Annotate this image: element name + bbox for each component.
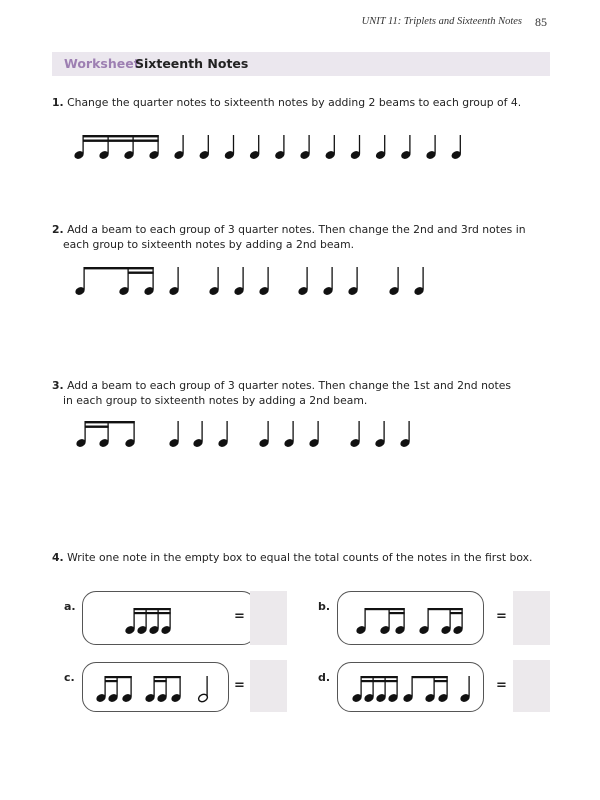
beam bbox=[154, 680, 167, 682]
question-text-line2: in each group to sixteenth notes by adding a 2nd beam. bbox=[63, 394, 368, 407]
beam bbox=[134, 608, 171, 610]
beam bbox=[361, 676, 398, 678]
question-text: Write one note in the empty box to equal the total counts of the notes in the first box. bbox=[67, 551, 533, 564]
question-number: 3. bbox=[52, 379, 64, 392]
exercise-1-notes bbox=[73, 135, 461, 160]
beam bbox=[434, 680, 448, 682]
exercise-3-notes bbox=[75, 421, 410, 448]
beam bbox=[412, 676, 448, 678]
question-text-line1: Add a beam to each group of 3 quarter notes. Then change the 1st and 2nd notes bbox=[67, 379, 512, 392]
beam bbox=[365, 608, 405, 610]
beam bbox=[105, 680, 118, 682]
box-d-notes bbox=[351, 676, 470, 703]
question-number: 1. bbox=[52, 96, 64, 109]
beam bbox=[450, 612, 463, 614]
beam bbox=[85, 421, 135, 423]
question-text: Change the quarter notes to sixteenth notes by adding 2 beams to each group of 4. bbox=[67, 96, 522, 109]
beam bbox=[83, 135, 159, 137]
beam bbox=[154, 676, 181, 678]
equals-c: = bbox=[234, 678, 245, 693]
box-label-b: b. bbox=[318, 600, 331, 613]
question-number: 2. bbox=[52, 223, 64, 236]
beam bbox=[134, 612, 171, 614]
equals-d: = bbox=[496, 678, 507, 693]
equals-a: = bbox=[234, 609, 245, 624]
equals-b: = bbox=[496, 609, 507, 624]
box-b-notes bbox=[355, 608, 463, 635]
question-number: 4. bbox=[52, 551, 64, 564]
worksheet-topic: Sixteenth Notes bbox=[135, 56, 249, 71]
beam bbox=[85, 426, 109, 428]
beam bbox=[128, 272, 154, 274]
beam bbox=[105, 676, 132, 678]
beam bbox=[361, 680, 398, 682]
worksheet-label: Worksheet bbox=[64, 56, 140, 71]
beam bbox=[84, 267, 154, 269]
beam bbox=[389, 612, 405, 614]
unit-title: UNIT 11: Triplets and Sixteenth Notes bbox=[361, 16, 522, 27]
question-text-line2: each group to sixteenth notes by adding a 2nd beam. bbox=[63, 238, 355, 251]
box-label-a: a. bbox=[64, 600, 76, 613]
page-number: 85 bbox=[535, 15, 547, 29]
exercise-2-notes bbox=[74, 267, 424, 296]
beam bbox=[83, 140, 159, 142]
question-text-line1: Add a beam to each group of 3 quarter notes. Then change the 2nd and 3rd notes in bbox=[67, 223, 526, 236]
box-label-d: d. bbox=[318, 671, 331, 684]
box-a-notes bbox=[124, 608, 171, 635]
box-label-c: c. bbox=[64, 671, 75, 684]
beam bbox=[428, 608, 463, 610]
box-c-notes bbox=[95, 676, 208, 703]
